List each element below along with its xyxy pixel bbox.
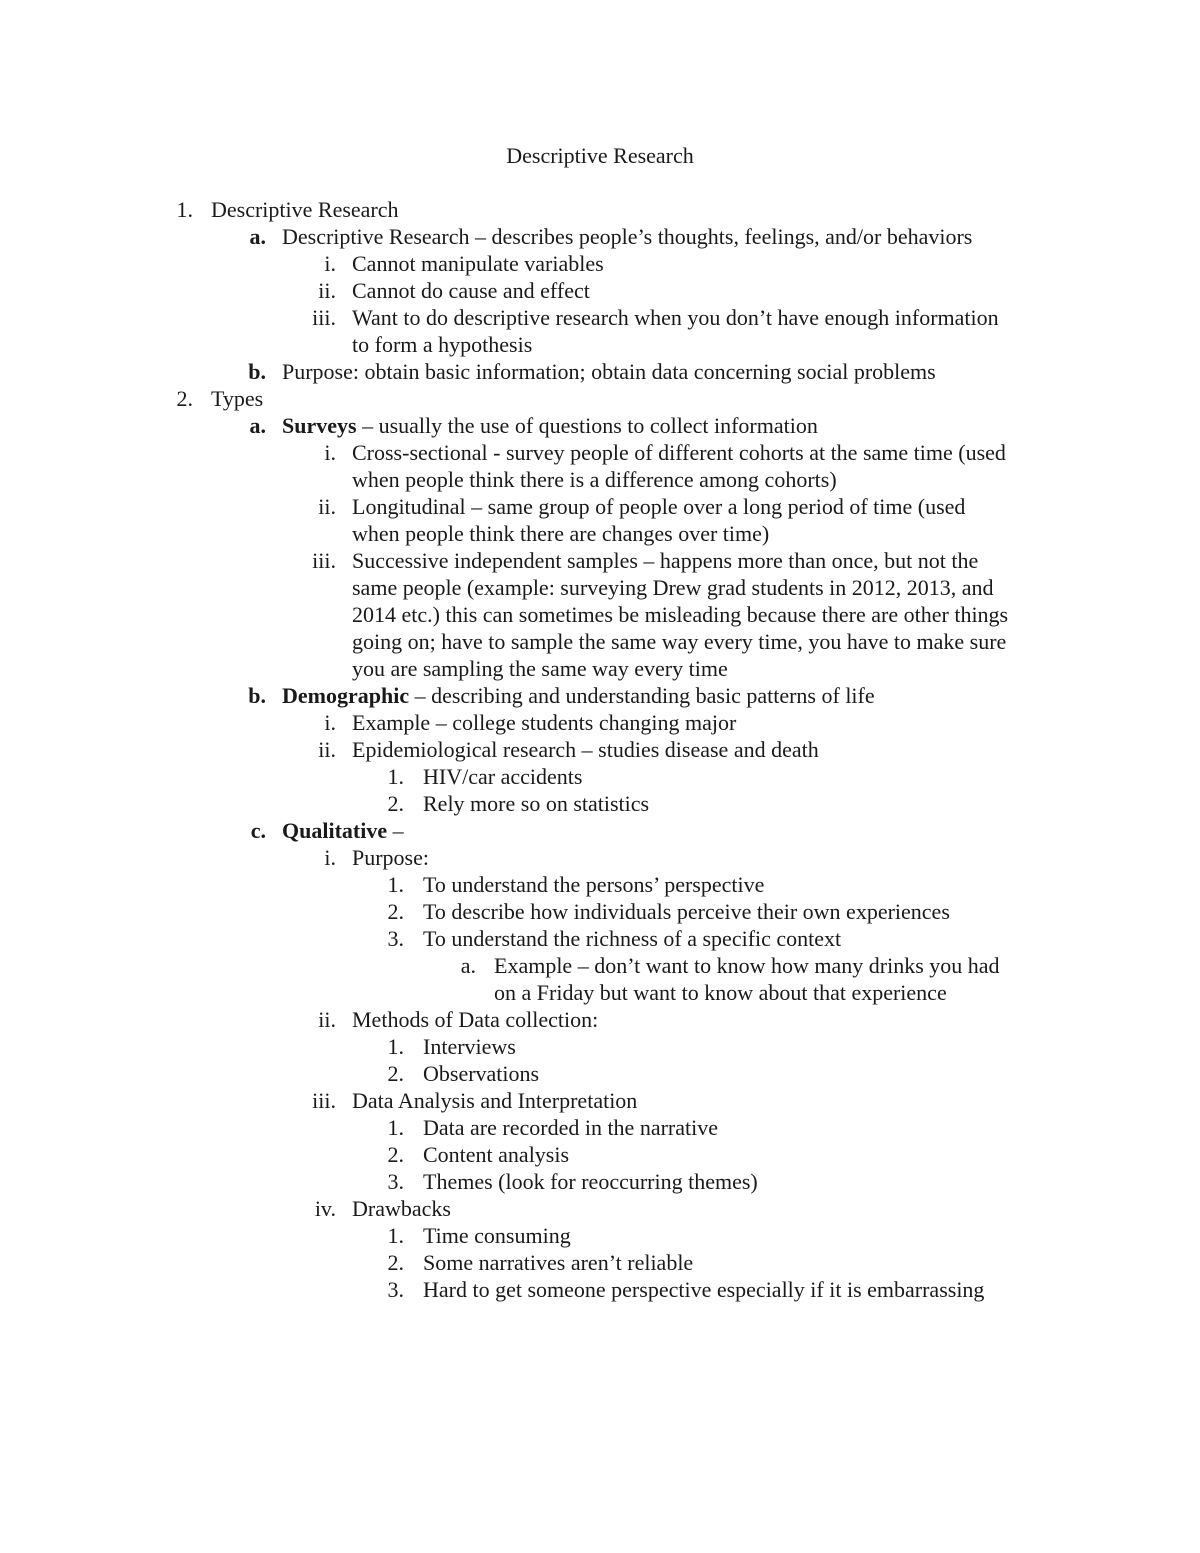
term-description: – describing and understanding basic patterns of life — [409, 683, 875, 708]
outline-item — [0, 1195, 1200, 1222]
outline-text: Purpose: obtain basic information; obtain data concerning social problems — [282, 359, 936, 384]
document-title: Descriptive Research — [506, 143, 694, 168]
term-description: – usually the use of questions to collect information — [356, 413, 818, 438]
list-marker: iii. — [312, 548, 336, 573]
list-marker: 2. — [176, 386, 193, 411]
outline-text: Longitudinal – same group of people over a long period of time (used — [352, 494, 966, 519]
outline-item — [0, 979, 1200, 1006]
outline-item — [0, 331, 1200, 358]
outline-text — [282, 817, 404, 844]
list-marker: 2. — [387, 899, 404, 924]
outline-item — [0, 709, 1200, 736]
list-marker: i. — [324, 845, 336, 870]
outline-item — [0, 1168, 1200, 1195]
outline — [0, 196, 1200, 1303]
outline-item — [0, 547, 1200, 574]
outline-text: To understand the richness of a specific context — [423, 926, 842, 951]
term-heading: Demographic — [282, 683, 410, 708]
outline-item — [0, 304, 1200, 331]
outline-item — [0, 790, 1200, 817]
outline-text: Descriptive Research – describes people’s thoughts, feelings, and/or behaviors — [282, 224, 973, 249]
outline-text: Drawbacks — [352, 1196, 451, 1221]
outline-item — [0, 925, 1200, 952]
list-marker: 1. — [387, 872, 404, 897]
list-marker: iv. — [314, 1196, 336, 1221]
list-marker: c. — [250, 818, 266, 843]
outline-text: Cannot manipulate variables — [352, 251, 604, 276]
list-marker: iii. — [312, 1088, 336, 1113]
outline-item — [0, 817, 1200, 844]
outline-item — [0, 1033, 1200, 1060]
outline-text: Example – don’t want to know how many drinks you had — [494, 953, 1000, 978]
outline-text: Descriptive Research — [211, 197, 399, 222]
outline-item — [0, 628, 1200, 655]
list-marker: b. — [248, 359, 266, 384]
outline-item — [0, 466, 1200, 493]
list-marker: 2. — [387, 1250, 404, 1275]
outline-text: Data are recorded in the narrative — [423, 1115, 718, 1140]
list-marker: 3. — [387, 1169, 404, 1194]
list-marker: i. — [324, 440, 336, 465]
outline-item — [0, 871, 1200, 898]
outline-text: Rely more so on statistics — [423, 791, 650, 816]
list-marker: 2. — [387, 1061, 404, 1086]
outline-text: going on; have to sample the same way every time, you have to make sure — [352, 629, 1007, 654]
outline-item — [0, 1249, 1200, 1276]
outline-text: same people (example: surveying Drew grad students in 2012, 2013, and — [352, 575, 994, 600]
list-marker: ii. — [318, 494, 336, 519]
outline-item — [0, 574, 1200, 601]
outline-text: Purpose: — [352, 845, 429, 870]
outline-item — [0, 277, 1200, 304]
list-marker: iii. — [312, 305, 336, 330]
outline-item — [0, 1087, 1200, 1114]
outline-text: Want to do descriptive research when you don’t have enough information — [352, 305, 999, 330]
outline-text: 2014 etc.) this can sometimes be misleading because there are other things — [352, 602, 1009, 627]
list-marker: a. — [249, 413, 266, 438]
outline-text: Interviews — [423, 1034, 516, 1059]
outline-item — [0, 736, 1200, 763]
outline-item — [0, 520, 1200, 547]
outline-text: To describe how individuals perceive their own experiences — [423, 899, 950, 924]
outline-text: you are sampling the same way every time — [352, 656, 728, 681]
list-marker: a. — [460, 953, 476, 978]
outline-item — [0, 223, 1200, 250]
outline-text: Data Analysis and Interpretation — [352, 1088, 638, 1113]
outline-text: Successive independent samples – happens more than once, but not the — [352, 548, 979, 573]
outline-item — [0, 493, 1200, 520]
list-marker: 3. — [387, 926, 404, 951]
outline-text — [282, 682, 875, 709]
outline-text: Epidemiological research – studies disease and death — [352, 737, 819, 762]
outline-text: Hard to get someone perspective especially if it is embarrassing — [423, 1277, 985, 1302]
outline-item — [0, 844, 1200, 871]
outline-item — [0, 952, 1200, 979]
outline-item — [0, 682, 1200, 709]
outline-text: Content analysis — [423, 1142, 570, 1167]
outline-item — [0, 655, 1200, 682]
outline-item — [0, 601, 1200, 628]
list-marker: 3. — [387, 1277, 404, 1302]
outline-text: Example – college students changing major — [352, 710, 737, 735]
outline-item — [0, 1141, 1200, 1168]
list-marker: 1. — [176, 197, 193, 222]
outline-text — [282, 412, 818, 439]
list-marker: 1. — [387, 1223, 404, 1248]
outline-item — [0, 1222, 1200, 1249]
outline-text: Observations — [423, 1061, 540, 1086]
list-marker: 1. — [387, 1034, 404, 1059]
outline-item — [0, 1276, 1200, 1303]
outline-text: Themes (look for reoccurring themes) — [423, 1169, 758, 1194]
outline-item — [0, 1060, 1200, 1087]
outline-item — [0, 358, 1200, 385]
outline-item — [0, 412, 1200, 439]
term-heading: Qualitative — [282, 818, 388, 843]
list-marker: 2. — [387, 1142, 404, 1167]
term-heading: Surveys — [282, 413, 357, 438]
outline-text: Types — [211, 386, 264, 411]
term-description: – — [387, 818, 404, 843]
list-marker: b. — [248, 683, 266, 708]
outline-item — [0, 898, 1200, 925]
list-marker: 2. — [387, 791, 404, 816]
outline-item — [0, 385, 1200, 412]
list-marker: i. — [324, 710, 336, 735]
outline-text: To understand the persons’ perspective — [423, 872, 765, 897]
outline-text: Cannot do cause and effect — [352, 278, 590, 303]
outline-text: Time consuming — [423, 1223, 571, 1248]
outline-text: when people think there are changes over time) — [352, 521, 770, 546]
outline-text: Methods of Data collection: — [352, 1007, 599, 1032]
outline-text: on a Friday but want to know about that experience — [494, 980, 947, 1005]
outline-text: Some narratives aren’t reliable — [423, 1250, 694, 1275]
list-marker: 1. — [387, 1115, 404, 1140]
outline-item — [0, 439, 1200, 466]
outline-item — [0, 763, 1200, 790]
list-marker: i. — [324, 251, 336, 276]
list-marker: a. — [249, 224, 266, 249]
list-marker: ii. — [318, 278, 336, 303]
outline-text: HIV/car accidents — [423, 764, 583, 789]
outline-text: when people think there is a difference among cohorts) — [352, 467, 837, 492]
outline-item — [0, 196, 1200, 223]
list-marker: 1. — [387, 764, 404, 789]
outline-item — [0, 250, 1200, 277]
outline-item — [0, 1114, 1200, 1141]
list-marker: ii. — [318, 1007, 336, 1032]
outline-text: to form a hypothesis — [352, 332, 533, 357]
outline-item — [0, 1006, 1200, 1033]
outline-text: Cross-sectional - survey people of different cohorts at the same time (used — [352, 440, 1006, 465]
list-marker: ii. — [318, 737, 336, 762]
